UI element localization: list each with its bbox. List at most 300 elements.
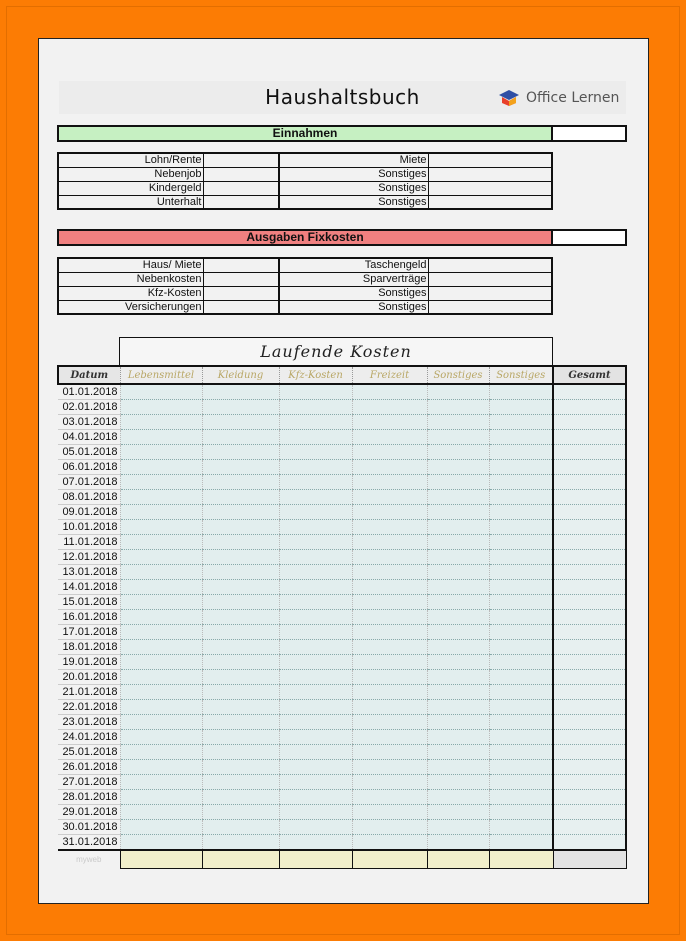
amount-cell[interactable] <box>489 685 553 700</box>
amount-cell[interactable] <box>202 685 279 700</box>
amount-cell[interactable] <box>489 775 553 790</box>
amount-cell[interactable] <box>489 595 553 610</box>
total-cell[interactable] <box>553 520 626 535</box>
date-cell: 15.01.2018 <box>58 595 120 610</box>
amount-cell[interactable] <box>120 655 202 670</box>
einnahmen-header-label: Einnahmen <box>272 126 338 140</box>
amount-cell[interactable] <box>352 715 427 730</box>
total-cell[interactable] <box>553 505 626 520</box>
amount-cell[interactable] <box>120 760 202 775</box>
table-row <box>58 670 626 685</box>
amount-cell[interactable] <box>202 670 279 685</box>
amount-cell[interactable] <box>427 760 489 775</box>
total-cell[interactable] <box>553 760 626 775</box>
total-cell[interactable] <box>553 550 626 565</box>
ausgaben-label: Sparverträge <box>279 272 428 286</box>
total-cell[interactable] <box>553 715 626 730</box>
amount-cell[interactable] <box>279 655 352 670</box>
total-cell[interactable] <box>553 685 626 700</box>
amount-cell[interactable] <box>427 430 489 445</box>
table-row <box>58 535 626 550</box>
ausgaben-row <box>58 286 552 300</box>
amount-cell[interactable] <box>202 640 279 655</box>
ausgaben-table <box>57 257 553 315</box>
amount-cell[interactable] <box>279 700 352 715</box>
amount-cell[interactable] <box>427 805 489 820</box>
amount-cell[interactable] <box>427 445 489 460</box>
amount-cell[interactable] <box>352 670 427 685</box>
amount-cell[interactable] <box>427 670 489 685</box>
amount-cell[interactable] <box>202 730 279 745</box>
amount-cell[interactable] <box>202 430 279 445</box>
amount-cell[interactable] <box>489 700 553 715</box>
amount-cell[interactable] <box>279 835 352 851</box>
amount-cell[interactable] <box>489 550 553 565</box>
amount-cell[interactable] <box>202 595 279 610</box>
amount-cell[interactable] <box>427 595 489 610</box>
amount-cell[interactable] <box>279 685 352 700</box>
ausgaben-value-cell[interactable] <box>203 300 279 314</box>
total-cell[interactable] <box>553 490 626 505</box>
amount-cell[interactable] <box>427 505 489 520</box>
amount-cell[interactable] <box>279 760 352 775</box>
amount-cell[interactable] <box>427 535 489 550</box>
date-cell: 13.01.2018 <box>58 565 120 580</box>
total-cell[interactable] <box>553 835 626 851</box>
table-row <box>58 415 626 430</box>
ausgaben-value-cell[interactable] <box>428 286 552 300</box>
einnahmen-value-cell[interactable] <box>203 153 279 167</box>
logo <box>497 87 619 109</box>
einnahmen-label: Sonstiges <box>279 167 428 181</box>
amount-cell[interactable] <box>352 475 427 490</box>
amount-cell[interactable] <box>120 400 202 415</box>
amount-cell[interactable] <box>489 625 553 640</box>
amount-cell[interactable] <box>427 625 489 640</box>
graduation-cap-icon <box>497 88 521 108</box>
column-header: Sonstiges <box>427 366 489 384</box>
einnahmen-value-cell[interactable] <box>428 153 552 167</box>
amount-cell[interactable] <box>352 700 427 715</box>
amount-cell[interactable] <box>120 505 202 520</box>
amount-cell[interactable] <box>279 565 352 580</box>
amount-cell[interactable] <box>202 835 279 851</box>
einnahmen-table <box>57 152 553 210</box>
amount-cell[interactable] <box>279 745 352 760</box>
table-row <box>58 400 626 415</box>
table-row <box>58 430 626 445</box>
amount-cell[interactable] <box>120 730 202 745</box>
amount-cell[interactable] <box>489 655 553 670</box>
amount-cell[interactable] <box>352 610 427 625</box>
sum-cell[interactable] <box>427 850 489 868</box>
amount-cell[interactable] <box>202 625 279 640</box>
amount-cell[interactable] <box>202 565 279 580</box>
amount-cell[interactable] <box>427 835 489 851</box>
total-cell[interactable] <box>553 535 626 550</box>
amount-cell[interactable] <box>120 835 202 851</box>
sum-cell[interactable] <box>120 850 202 868</box>
amount-cell[interactable] <box>489 670 553 685</box>
table-row <box>58 655 626 670</box>
date-cell: 02.01.2018 <box>58 400 120 415</box>
amount-cell[interactable] <box>202 775 279 790</box>
table-row <box>58 550 626 565</box>
amount-cell[interactable] <box>427 655 489 670</box>
amount-cell[interactable] <box>279 670 352 685</box>
amount-cell[interactable] <box>427 640 489 655</box>
total-cell[interactable] <box>553 625 626 640</box>
amount-cell[interactable] <box>279 460 352 475</box>
amount-cell[interactable] <box>202 535 279 550</box>
amount-cell[interactable] <box>427 415 489 430</box>
amount-cell[interactable] <box>202 760 279 775</box>
total-cell[interactable] <box>553 415 626 430</box>
total-cell[interactable] <box>553 670 626 685</box>
amount-cell[interactable] <box>279 475 352 490</box>
amount-cell[interactable] <box>427 775 489 790</box>
amount-cell[interactable] <box>489 415 553 430</box>
einnahmen-row <box>58 181 552 195</box>
amount-cell[interactable] <box>489 475 553 490</box>
amount-cell[interactable] <box>489 460 553 475</box>
date-cell: 10.01.2018 <box>58 520 120 535</box>
amount-cell[interactable] <box>352 640 427 655</box>
amount-cell[interactable] <box>352 550 427 565</box>
ausgaben-row <box>58 300 552 314</box>
amount-cell[interactable] <box>352 760 427 775</box>
amount-cell[interactable] <box>489 565 553 580</box>
amount-cell[interactable] <box>352 490 427 505</box>
amount-cell[interactable] <box>489 640 553 655</box>
amount-cell[interactable] <box>120 565 202 580</box>
amount-cell[interactable] <box>120 820 202 835</box>
amount-cell[interactable] <box>202 505 279 520</box>
ausgaben-value-cell[interactable] <box>203 286 279 300</box>
amount-cell[interactable] <box>279 580 352 595</box>
amount-cell[interactable] <box>120 460 202 475</box>
amount-cell[interactable] <box>427 460 489 475</box>
column-header: Kleidung <box>202 366 279 384</box>
amount-cell[interactable] <box>279 610 352 625</box>
amount-cell[interactable] <box>279 415 352 430</box>
amount-cell[interactable] <box>120 580 202 595</box>
date-cell: 26.01.2018 <box>58 760 120 775</box>
date-cell: 19.01.2018 <box>58 655 120 670</box>
total-cell[interactable] <box>553 445 626 460</box>
total-cell[interactable] <box>553 400 626 415</box>
amount-cell[interactable] <box>489 835 553 851</box>
amount-cell[interactable] <box>202 550 279 565</box>
amount-cell[interactable] <box>489 520 553 535</box>
amount-cell[interactable] <box>120 445 202 460</box>
amount-cell[interactable] <box>279 775 352 790</box>
amount-cell[interactable] <box>352 625 427 640</box>
amount-cell[interactable] <box>202 400 279 415</box>
amount-cell[interactable] <box>427 715 489 730</box>
amount-cell[interactable] <box>202 745 279 760</box>
amount-cell[interactable] <box>120 595 202 610</box>
amount-cell[interactable] <box>279 430 352 445</box>
column-header: Freizeit <box>352 366 427 384</box>
amount-cell[interactable] <box>120 415 202 430</box>
amount-cell[interactable] <box>489 384 553 400</box>
amount-cell[interactable] <box>352 384 427 400</box>
amount-cell[interactable] <box>352 400 427 415</box>
footer-label: myweb <box>58 850 120 868</box>
amount-cell[interactable] <box>427 400 489 415</box>
amount-cell[interactable] <box>427 685 489 700</box>
total-cell[interactable] <box>553 384 626 400</box>
date-cell: 24.01.2018 <box>58 730 120 745</box>
total-cell[interactable] <box>553 610 626 625</box>
amount-cell[interactable] <box>352 835 427 851</box>
amount-cell[interactable] <box>120 805 202 820</box>
einnahmen-value-cell[interactable] <box>203 181 279 195</box>
ausgaben-header <box>57 229 553 246</box>
amount-cell[interactable] <box>352 520 427 535</box>
amount-cell[interactable] <box>489 535 553 550</box>
total-cell[interactable] <box>553 775 626 790</box>
amount-cell[interactable] <box>202 700 279 715</box>
amount-cell[interactable] <box>427 700 489 715</box>
date-cell: 30.01.2018 <box>58 820 120 835</box>
sum-cell[interactable] <box>202 850 279 868</box>
amount-cell[interactable] <box>279 640 352 655</box>
amount-cell[interactable] <box>279 715 352 730</box>
table-row <box>58 745 626 760</box>
total-cell[interactable] <box>553 655 626 670</box>
amount-cell[interactable] <box>202 790 279 805</box>
amount-cell[interactable] <box>427 384 489 400</box>
amount-cell[interactable] <box>279 550 352 565</box>
ausgaben-value-cell[interactable] <box>428 300 552 314</box>
amount-cell[interactable] <box>352 775 427 790</box>
total-cell[interactable] <box>553 730 626 745</box>
amount-cell[interactable] <box>489 805 553 820</box>
amount-cell[interactable] <box>352 445 427 460</box>
amount-cell[interactable] <box>279 535 352 550</box>
amount-cell[interactable] <box>279 805 352 820</box>
amount-cell[interactable] <box>279 595 352 610</box>
amount-cell[interactable] <box>427 610 489 625</box>
ausgaben-row <box>58 272 552 286</box>
amount-cell[interactable] <box>489 580 553 595</box>
date-cell: 27.01.2018 <box>58 775 120 790</box>
column-header: Lebensmittel <box>120 366 202 384</box>
amount-cell[interactable] <box>202 415 279 430</box>
amount-cell[interactable] <box>120 490 202 505</box>
einnahmen-value-cell[interactable] <box>203 167 279 181</box>
amount-cell[interactable] <box>427 730 489 745</box>
amount-cell[interactable] <box>120 384 202 400</box>
amount-cell[interactable] <box>427 580 489 595</box>
amount-cell[interactable] <box>489 820 553 835</box>
amount-cell[interactable] <box>120 685 202 700</box>
amount-cell[interactable] <box>352 685 427 700</box>
total-cell[interactable] <box>553 700 626 715</box>
amount-cell[interactable] <box>202 384 279 400</box>
amount-cell[interactable] <box>489 505 553 520</box>
amount-cell[interactable] <box>202 610 279 625</box>
amount-cell[interactable] <box>427 565 489 580</box>
amount-cell[interactable] <box>120 700 202 715</box>
sum-cell[interactable] <box>279 850 352 868</box>
amount-cell[interactable] <box>352 580 427 595</box>
amount-cell[interactable] <box>279 445 352 460</box>
amount-cell[interactable] <box>279 520 352 535</box>
amount-cell[interactable] <box>489 760 553 775</box>
total-cell[interactable] <box>553 820 626 835</box>
column-header: Gesamt <box>553 366 626 384</box>
amount-cell[interactable] <box>352 430 427 445</box>
total-cell[interactable] <box>553 460 626 475</box>
amount-cell[interactable] <box>202 805 279 820</box>
table-row <box>58 760 626 775</box>
ausgaben-label: Haus/ Miete <box>58 258 203 272</box>
amount-cell[interactable] <box>202 820 279 835</box>
ausgaben-value-cell[interactable] <box>428 272 552 286</box>
einnahmen-value-cell[interactable] <box>428 195 552 209</box>
amount-cell[interactable] <box>120 670 202 685</box>
amount-cell[interactable] <box>427 550 489 565</box>
amount-cell[interactable] <box>202 520 279 535</box>
amount-cell[interactable] <box>427 520 489 535</box>
einnahmen-header <box>57 125 553 142</box>
amount-cell[interactable] <box>489 610 553 625</box>
einnahmen-value-cell[interactable] <box>203 195 279 209</box>
amount-cell[interactable] <box>120 535 202 550</box>
amount-cell[interactable] <box>279 490 352 505</box>
amount-cell[interactable] <box>279 820 352 835</box>
amount-cell[interactable] <box>202 475 279 490</box>
amount-cell[interactable] <box>352 730 427 745</box>
total-cell[interactable] <box>553 475 626 490</box>
amount-cell[interactable] <box>120 775 202 790</box>
total-cell[interactable] <box>553 640 626 655</box>
amount-cell[interactable] <box>120 610 202 625</box>
laufende-kosten-table <box>57 365 627 869</box>
amount-cell[interactable] <box>352 805 427 820</box>
amount-cell[interactable] <box>120 790 202 805</box>
amount-cell[interactable] <box>427 745 489 760</box>
amount-cell[interactable] <box>352 790 427 805</box>
amount-cell[interactable] <box>279 505 352 520</box>
amount-cell[interactable] <box>202 715 279 730</box>
amount-cell[interactable] <box>279 730 352 745</box>
sum-cell[interactable] <box>352 850 427 868</box>
table-row <box>58 565 626 580</box>
table-row <box>58 700 626 715</box>
total-cell[interactable] <box>553 580 626 595</box>
amount-cell[interactable] <box>120 640 202 655</box>
einnahmen-total-cell[interactable] <box>551 125 627 142</box>
amount-cell[interactable] <box>427 820 489 835</box>
table-row <box>58 835 626 851</box>
page-title: Haushaltsbuch <box>265 85 420 109</box>
amount-cell[interactable] <box>352 745 427 760</box>
amount-cell[interactable] <box>352 655 427 670</box>
amount-cell[interactable] <box>279 400 352 415</box>
amount-cell[interactable] <box>489 400 553 415</box>
amount-cell[interactable] <box>352 535 427 550</box>
date-cell: 07.01.2018 <box>58 475 120 490</box>
amount-cell[interactable] <box>489 445 553 460</box>
date-cell: 16.01.2018 <box>58 610 120 625</box>
einnahmen-value-cell[interactable] <box>428 181 552 195</box>
amount-cell[interactable] <box>279 625 352 640</box>
table-row <box>58 580 626 595</box>
table-row <box>58 475 626 490</box>
ausgaben-value-cell[interactable] <box>203 258 279 272</box>
ausgaben-total-cell[interactable] <box>551 229 627 246</box>
amount-cell[interactable] <box>120 745 202 760</box>
amount-cell[interactable] <box>120 520 202 535</box>
amount-cell[interactable] <box>489 790 553 805</box>
total-cell[interactable] <box>553 805 626 820</box>
amount-cell[interactable] <box>352 415 427 430</box>
total-cell[interactable] <box>553 595 626 610</box>
date-cell: 08.01.2018 <box>58 490 120 505</box>
amount-cell[interactable] <box>489 730 553 745</box>
sum-cell[interactable] <box>489 850 553 868</box>
amount-cell[interactable] <box>352 820 427 835</box>
ausgaben-value-cell[interactable] <box>428 258 552 272</box>
amount-cell[interactable] <box>202 580 279 595</box>
amount-cell[interactable] <box>489 430 553 445</box>
amount-cell[interactable] <box>427 490 489 505</box>
total-cell[interactable] <box>553 790 626 805</box>
amount-cell[interactable] <box>120 430 202 445</box>
column-header: Sonstiges <box>489 366 553 384</box>
ausgaben-value-cell[interactable] <box>203 272 279 286</box>
einnahmen-label: Lohn/Rente <box>58 153 203 167</box>
total-cell[interactable] <box>553 745 626 760</box>
amount-cell[interactable] <box>120 550 202 565</box>
column-header: Kfz-Kosten <box>279 366 352 384</box>
ausgaben-label: Taschengeld <box>279 258 428 272</box>
amount-cell[interactable] <box>489 715 553 730</box>
amount-cell[interactable] <box>202 490 279 505</box>
amount-cell[interactable] <box>202 445 279 460</box>
date-cell: 23.01.2018 <box>58 715 120 730</box>
amount-cell[interactable] <box>120 475 202 490</box>
amount-cell[interactable] <box>427 790 489 805</box>
amount-cell[interactable] <box>352 505 427 520</box>
amount-cell[interactable] <box>202 655 279 670</box>
amount-cell[interactable] <box>120 625 202 640</box>
amount-cell[interactable] <box>352 565 427 580</box>
amount-cell[interactable] <box>489 745 553 760</box>
logo-text: Office Lernen <box>526 90 620 106</box>
amount-cell[interactable] <box>489 490 553 505</box>
amount-cell[interactable] <box>352 595 427 610</box>
total-cell[interactable] <box>553 430 626 445</box>
amount-cell[interactable] <box>120 715 202 730</box>
sum-cell[interactable] <box>553 850 626 868</box>
date-cell: 12.01.2018 <box>58 550 120 565</box>
einnahmen-value-cell[interactable] <box>428 167 552 181</box>
amount-cell[interactable] <box>279 384 352 400</box>
einnahmen-label: Unterhalt <box>58 195 203 209</box>
date-cell: 14.01.2018 <box>58 580 120 595</box>
amount-cell[interactable] <box>202 460 279 475</box>
amount-cell[interactable] <box>427 475 489 490</box>
total-cell[interactable] <box>553 565 626 580</box>
date-cell: 17.01.2018 <box>58 625 120 640</box>
amount-cell[interactable] <box>279 790 352 805</box>
amount-cell[interactable] <box>352 460 427 475</box>
